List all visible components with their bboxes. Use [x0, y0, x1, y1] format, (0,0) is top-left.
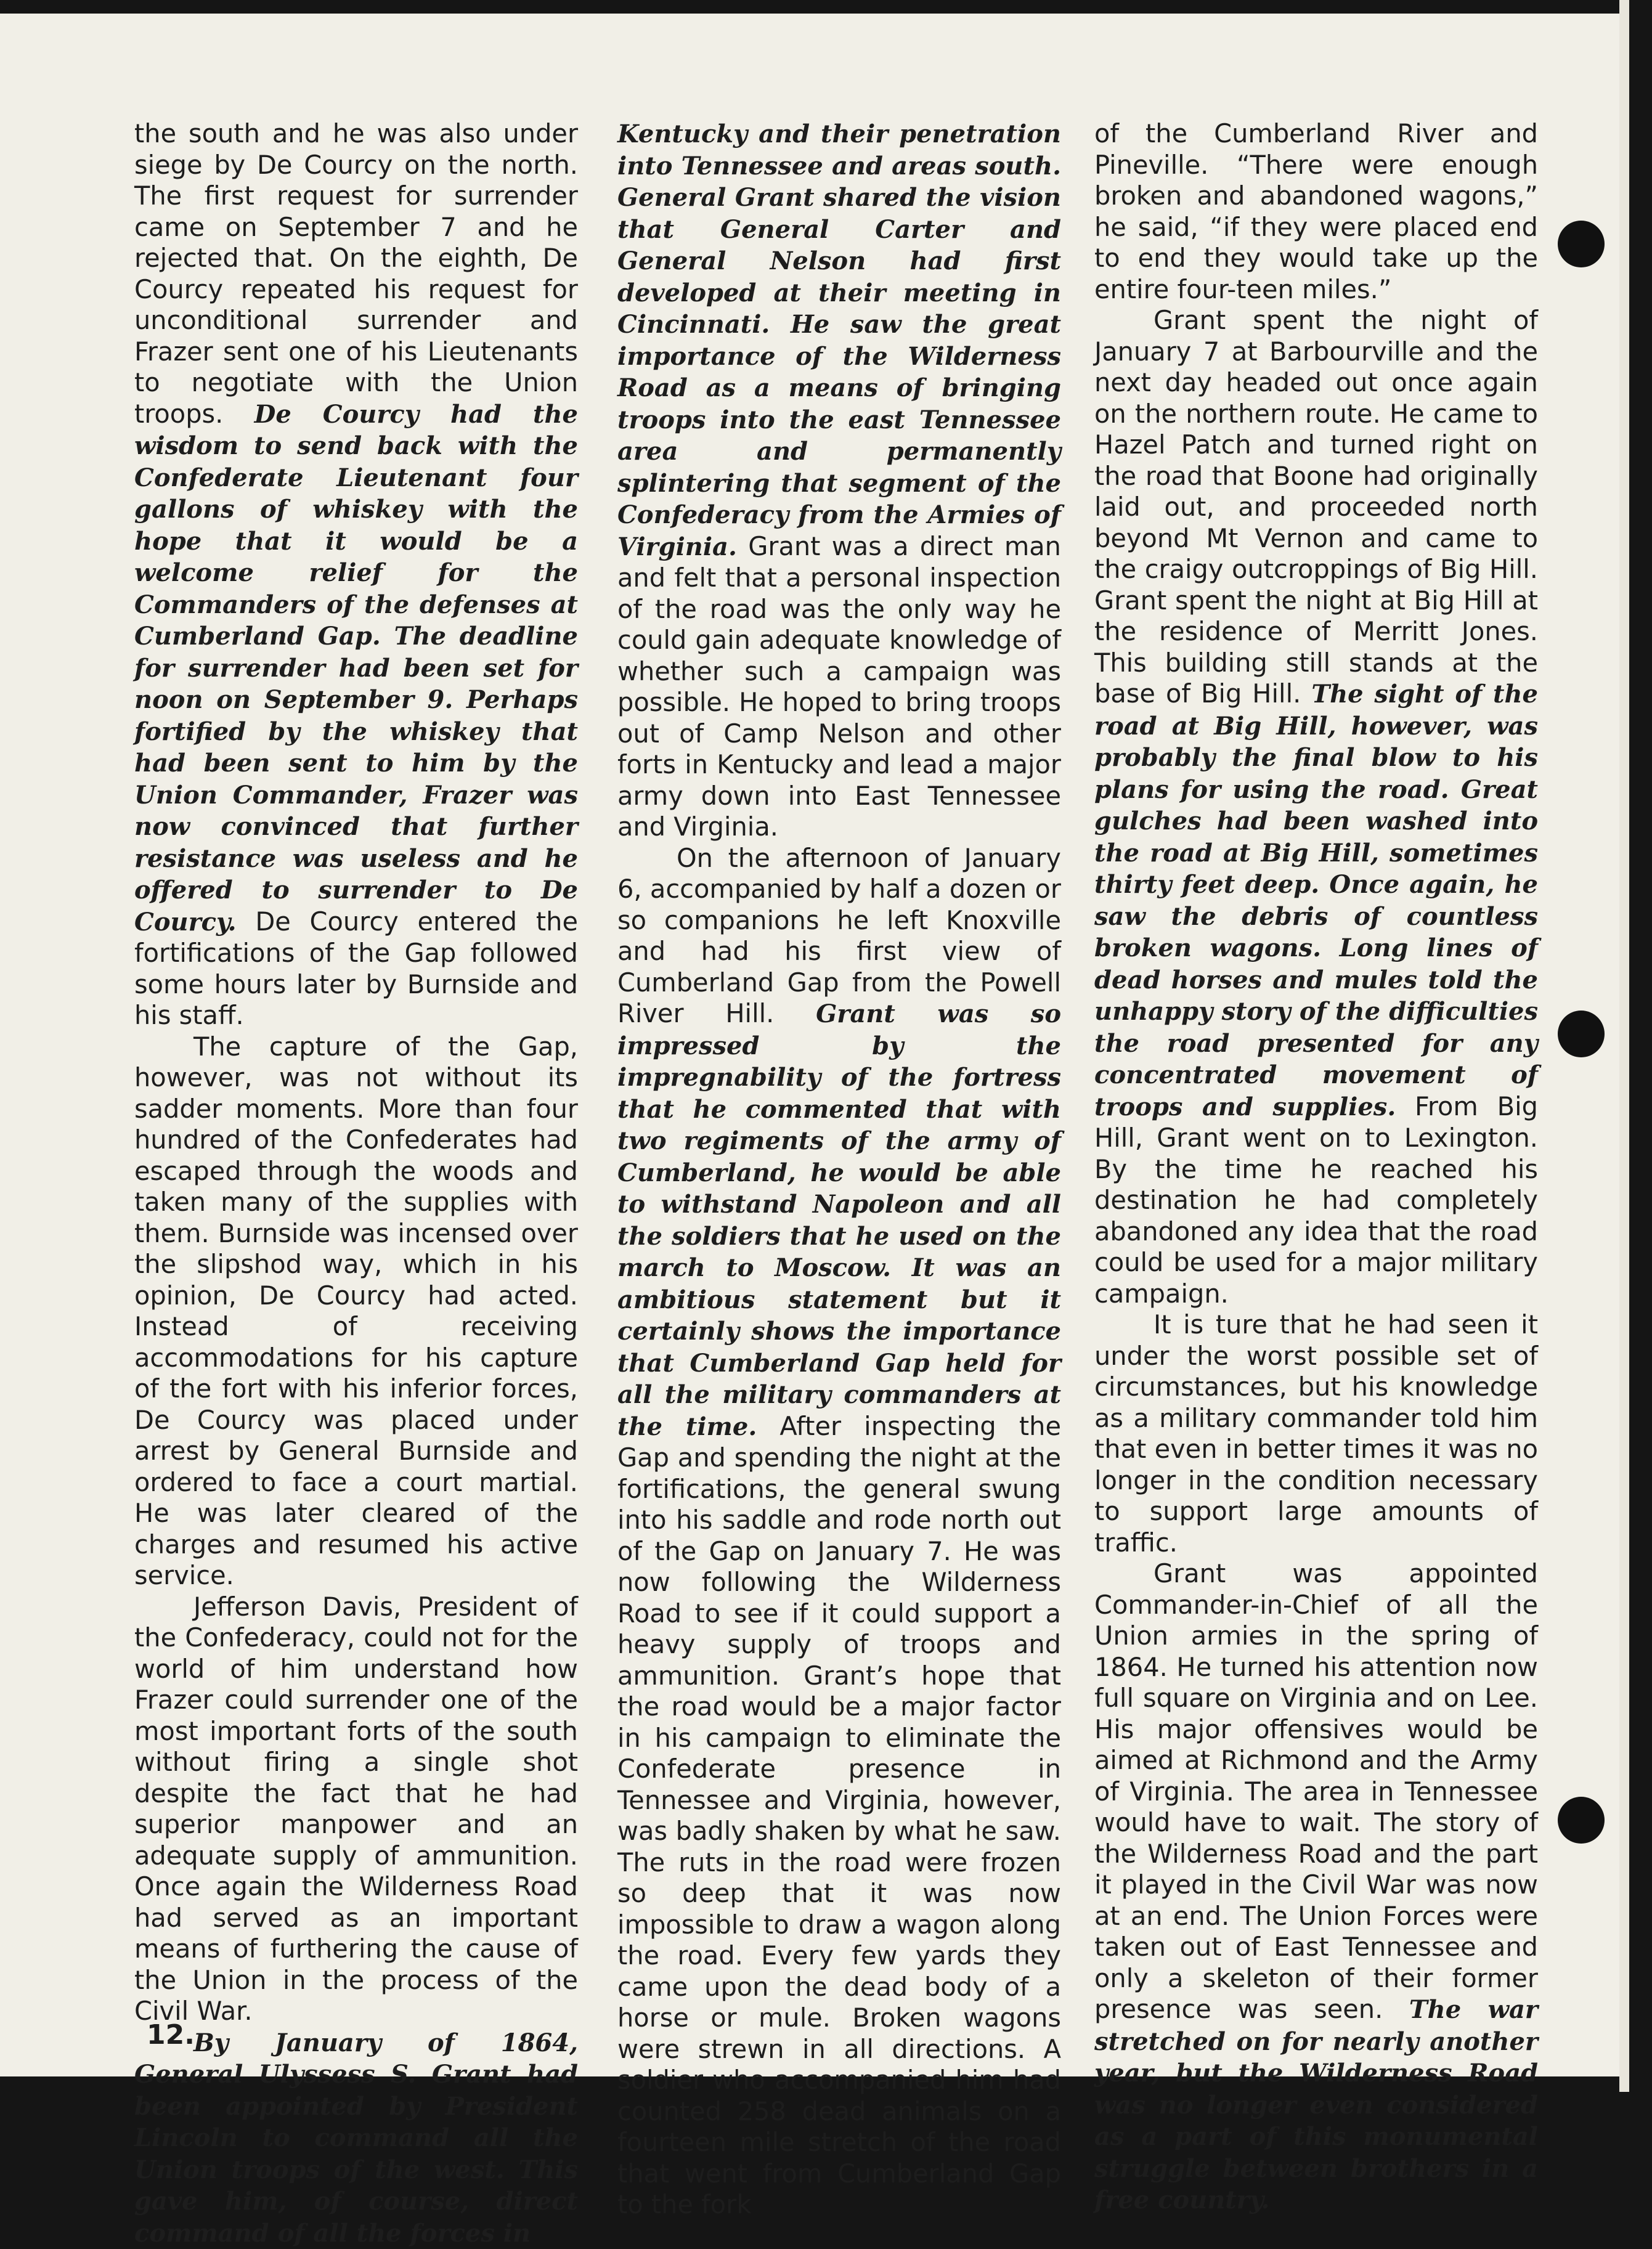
text-run: of the Cumberland River and Pineville. “There were enough broken and abandoned wagons,” he said, “if they were placed end to end they would take up the entire four-teen miles.” — [1094, 118, 1538, 304]
text-run: The capture of the Gap, however, was not without its sadder moments. More than four hundred of the Confederates had escaped through the woods and taken many of the supplies with them. Burnside was incensed over the slipshod way, which in his opinion, De Courcy had acted. Instead of receiving accommodations for his capture of the fort with his inferior forces, De Courcy was placed under arrest by General Burnside and ordered to face a court martial. He was later cleared of the charges and resumed his active service. — [134, 1031, 578, 1591]
text-run: the south and he was also under siege by De Courcy on the north. The first request for surrender came on September 7 and he rejected that. On the eighth, De Courcy repeated his request for unconditional surrender and Frazer sent one of his Lieutenants to negotiate with the Union troops. — [134, 118, 578, 429]
text-run: On the afternoon of January 6, accompanied by half a dozen or so companions he left Knoxville and had his first view of Cumberland Gap from the Powell River Hill. — [617, 843, 1061, 1029]
paragraph — [1094, 1558, 1538, 2216]
binder-hole-top — [1558, 221, 1605, 267]
text-run: Grant was a direct man and felt that a personal inspection of the road was the only way he could gain adequate knowledge of whether such a campaign was possible. He hoped to bring troops out of Camp Nelson and other forts in Kentucky and lead a major army down into East Tennessee and Virginia. — [617, 531, 1061, 842]
text-column-2 — [617, 118, 1061, 2221]
text-run: De Courcy entered the fortifications of the Gap followed some hours later by Burnside and his staff. — [134, 906, 578, 1031]
page-edge — [1619, 0, 1629, 2092]
paragraph — [617, 843, 1061, 2221]
text-run: Jefferson Davis, President of the Confederacy, could not for the world of him understand how Frazer could surrender one of the most important forts of the south without firing a single shot despite the fact that he had superior manpower and an adequate supply of ammunition. Once again the Wilderness Road had served as an important means of furthering the cause of the Union in the process of the Civil War. — [134, 1592, 578, 2027]
page-number: 12. — [147, 2019, 195, 2051]
paragraph — [134, 1031, 578, 1592]
text-run: Grant was appointed Commander-in-Chief of all the Union armies in the spring of 1864. He turned his attention now full square on Virginia and on Lee. His major offensives would be aimed at Richmond and the Army of Virginia. The area in Tennessee would have to wait. The story of the Wilderness Road and the part it played in the Civil War was now at an end. The Union Forces were taken out of East Tennessee and only a skeleton of their former presence was seen. — [1094, 1558, 1538, 2024]
paragraph — [1094, 1309, 1538, 1558]
binder-hole-middle — [1558, 1011, 1605, 1057]
text-run: From Big Hill, Grant went on to Lexington. By the time he reached his destination he had completely abandoned any idea that the road could be used for a major military campaign. — [1094, 1091, 1538, 1309]
italic-text-run: The war stretched on for nearly another year, but the Wilderness Road was no longer even considered as a part of this monumental struggle between brothers in a free country. — [1094, 1995, 1538, 2214]
italic-text-run: The sight of the road at Big Hill, however, was probably the final blow to his plans for using the road. Great gulches had been washed into the road at Big Hill, sometimes thirty feet deep. Once again, he saw the debris of countless broken wagons. Long lines of dead horses and mules told the unhappy story of the difficulties the road presented for any concentrated movement of troops and supplies. — [1094, 680, 1538, 1121]
italic-text-run: De Courcy had the wisdom to send back with the Confederate Lieutenant four gallons of whiskey with the hope that it would be a welcome relief for the Commanders of the defenses at Cumberland Gap. The deadline for surrender had been set for noon on September 9. Perhaps fortified by the whiskey that had been sent to him by the Union Commander, Frazer was now convinced that further resistance was useless and he offered to surrender to De Courcy. — [134, 400, 578, 937]
text-run: After inspecting the Gap and spending the night at the fortifications, the general swung into his saddle and rode north out of the Gap on January 7. He was now following the Wilderness Road to see if it could support a heavy supply of troops and ammunition. Grant’s hope that the road would be a major factor in his campaign to eliminate the Confederate presence in Tennessee and Virginia, however, was badly shaken by what he saw. The ruts in the road were frozen so deep that it was now impossible to draw a wagon along the road. Every few yards they came upon the dead body of a horse or mule. Broken wagons were strewn in all directions. A soldier who accompanied him had counted 258 dead animals on a fourteen mile stretch of the road that went from Cumberland Gap to the fork — [617, 1411, 1061, 2220]
paragraph — [617, 118, 1061, 843]
text-run: It is ture that he had seen it under the worst possible set of circumstances, but his knowledge as a military commander told him that even in better times it was no longer in the condition necessary to support large amounts of traffic. — [1094, 1309, 1538, 1558]
text-run: Grant spent the night of January 7 at Barbourville and the next day headed out once again on the northern route. He came to Hazel Patch and turned right on the road that Boone had originally laid out, and proceeded north beyond Mt Vernon and came to the craigy outcroppings of Big Hill. Grant spent the night at Big Hill at the residence of Merritt Jones. This building still stands at the base of Big Hill. — [1094, 305, 1538, 709]
italic-text-run: By January of 1864, General Ulyssess S. Grant had been appointed by President Lincoln to command all the Union troops of the west. This gave him, of course, direct command of all the forces in — [134, 2028, 578, 2248]
paragraph — [134, 1592, 578, 2027]
text-column-1 — [134, 118, 578, 2249]
paragraph — [134, 2027, 578, 2249]
text-column-3 — [1094, 118, 1538, 2216]
paragraph — [1094, 118, 1538, 305]
paragraph — [1094, 305, 1538, 1309]
binder-hole-bottom — [1558, 1797, 1605, 1844]
paragraph — [134, 118, 578, 1031]
italic-text-run: Grant was so impressed by the impregnability of the fortress that he commented that with two regiments of the army of Cumberland, he would be able to withstand Napoleon and all the soldiers that he used on the march to Moscow. It was an ambitious statement but it certainly shows the importance that Cumberland Gap held for all the military commanders at the time. — [617, 999, 1061, 1441]
page — [0, 14, 1619, 2076]
italic-text-run: Kentucky and their penetration into Tennessee and areas south. General Grant shared the vision that General Carter and General Nelson had first developed at their meeting in Cincinnati. He saw the great importance of the Wilderness Road as a means of bringing troops into the east Tennessee area and permanently splintering that segment of the Confederacy from the Armies of Virginia. — [617, 120, 1061, 561]
